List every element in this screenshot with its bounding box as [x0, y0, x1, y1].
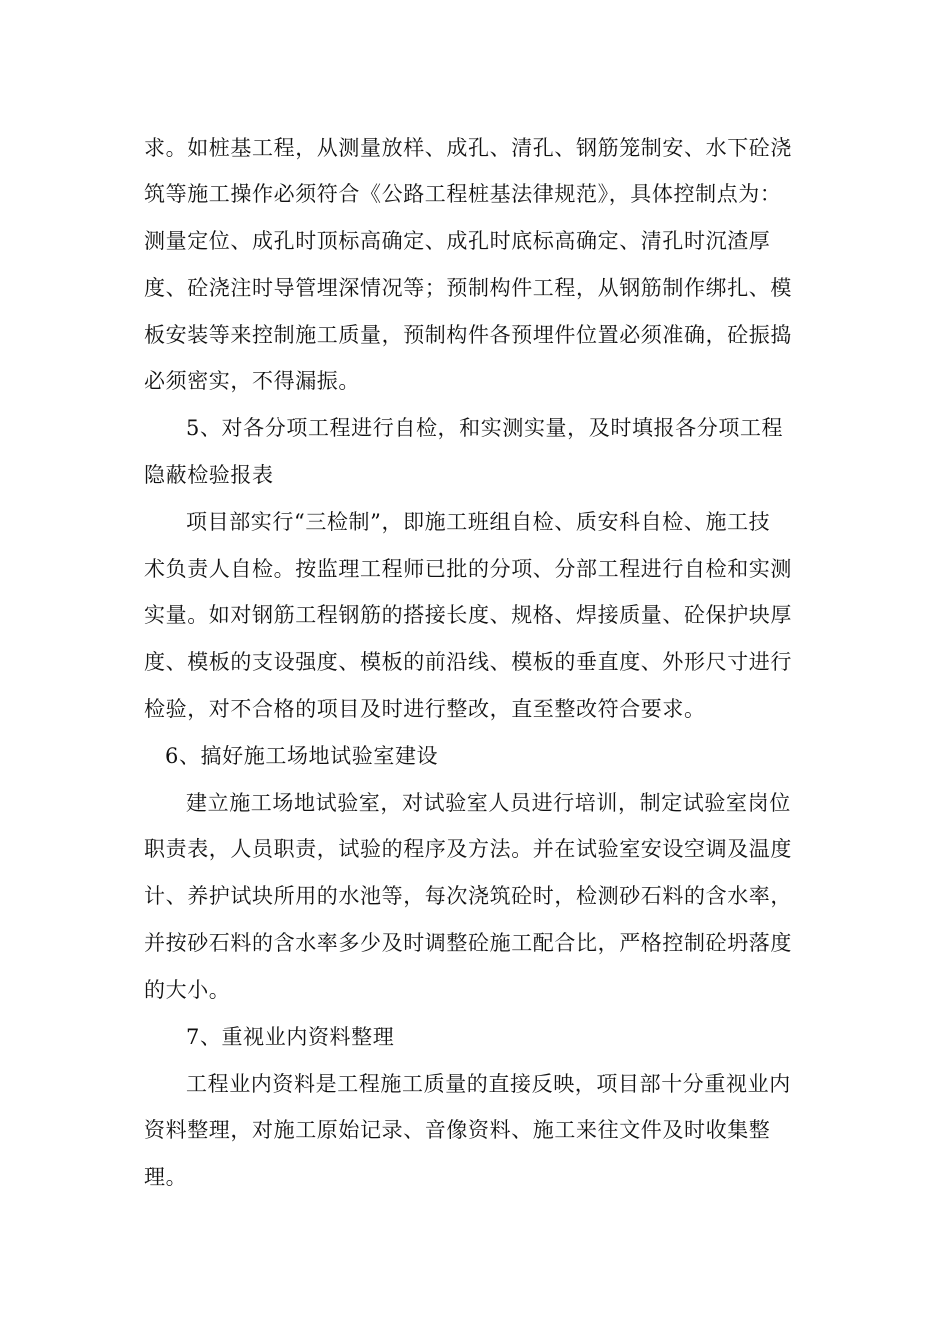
body-text-line: 并按砂石料的含水率多少及时调整砼施工配合比，严格控制砼坍落度	[144, 931, 792, 955]
body-text-line: 板安装等来控制施工质量，预制构件各预埋件位置必须准确，砼振捣	[144, 323, 792, 347]
body-text-line: 建立施工场地试验室，对试验室人员进行培训，制定试验室岗位	[186, 791, 791, 815]
body-text-line: 检验，对不合格的项目及时进行整改，直至整改符合要求。	[144, 697, 706, 721]
body-text-line: 理。	[144, 1165, 188, 1189]
body-text-line: 实量。如对钢筋工程钢筋的搭接长度、规格、焊接质量、砼保护块厚	[144, 603, 792, 627]
section-heading-6: 6、搞好施工场地试验室建设	[165, 744, 439, 768]
body-text-line: 的大小。	[144, 978, 231, 1002]
body-text-line: 必须密实，不得漏振。	[144, 369, 360, 393]
body-text-line: 求。如桩基工程，从测量放样、成孔、清孔、钢筋笼制安、水下砼浇	[144, 136, 792, 160]
body-text-line: 资料整理，对施工原始记录、音像资料、施工来往文件及时收集整	[144, 1118, 771, 1142]
body-text-line: 计、养护试块所用的水池等，每次浇筑砼时，检测砂石料的含水率，	[144, 884, 792, 908]
body-text-line: 度、模板的支设强度、模板的前沿线、模板的垂直度、外形尺寸进行	[144, 650, 792, 674]
body-text-line: 工程业内资料是工程施工质量的直接反映，项目部十分重视业内	[186, 1072, 791, 1096]
body-text-line: 度、砼浇注时导管埋深情况等；预制构件工程，从钢筋制作绑扎、模	[144, 276, 792, 300]
section-heading-5: 5、对各分项工程进行自检，和实测实量，及时填报各分项工程	[186, 416, 784, 440]
body-text-line: 测量定位、成孔时顶标高确定、成孔时底标高确定、清孔时沉渣厚	[144, 229, 771, 253]
section-heading-7: 7、重视业内资料整理	[186, 1025, 395, 1049]
body-text-line: 职责表，人员职责，试验的程序及方法。并在试验室安设空调及温度	[144, 837, 792, 861]
body-text-line: 筑等施工操作必须符合《公路工程桩基法律规范》，具体控制点为：	[144, 182, 782, 206]
body-text-line: 术负责人自检。按监理工程师已批的分项、分部工程进行自检和实测	[144, 557, 792, 581]
body-text-line: 项目部实行“三检制”，即施工班组自检、质安科自检、施工技	[186, 510, 771, 534]
section-heading-5-continued: 隐蔽检验报表	[144, 463, 274, 487]
